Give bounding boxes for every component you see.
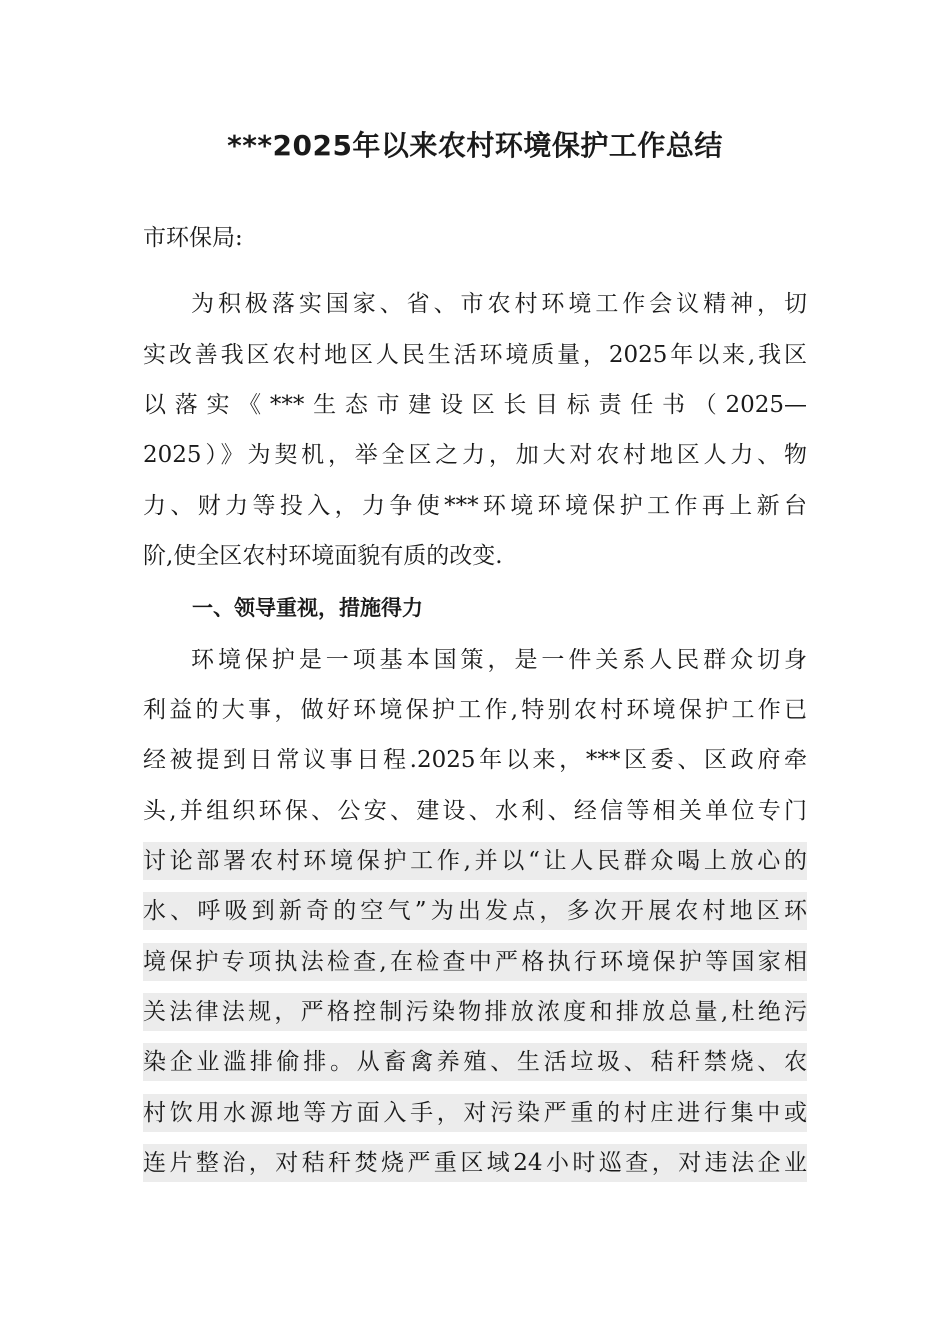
- salutation: 市环保局:: [143, 225, 243, 251]
- body-line-highlighted: 境保护专项执法检查,在检查中严格执行环境保护等国家相: [143, 943, 807, 981]
- body-line-highlighted: 村饮用水源地等方面入手，对污染严重的村庄进行集中或: [143, 1094, 807, 1132]
- intro-line: 实改善我区农村地区人民生活环境质量，2025年以来,我区: [143, 342, 807, 368]
- intro-line: 力、财力等投入，力争使***环境环境保护工作再上新台: [143, 493, 807, 519]
- document-title: ***2025年以来农村环境保护工作总结: [227, 129, 723, 162]
- intro-line: 阶,使全区农村环境面貌有质的改变.: [143, 543, 503, 569]
- body-line-highlighted: 连片整治，对秸秆焚烧严重区域24小时巡查，对违法企业: [143, 1144, 807, 1182]
- intro-line: 为积极落实国家、省、市农村环境工作会议精神，切: [191, 291, 807, 317]
- body-line-highlighted: 染企业滥排偷排。从畜禽养殖、生活垃圾、秸秆禁烧、农: [143, 1043, 807, 1081]
- intro-line: 以落实《***生态市建设区长目标责任书（2025—: [143, 392, 807, 418]
- intro-line: 2025）》为契机，举全区之力，加大对农村地区人力、物: [143, 442, 807, 468]
- body-line-highlighted: 水、呼吸到新奇的空气”为出发点，多次开展农村地区环: [143, 892, 807, 930]
- section-heading: 一、领导重视，措施得力: [192, 596, 423, 620]
- body-line: 头,并组织环保、公安、建设、水利、经信等相关单位专门: [143, 798, 807, 824]
- body-line: 经被提到日常议事日程.2025年以来，***区委、区政府牵: [143, 747, 807, 773]
- body-line-highlighted: 讨论部署农村环境保护工作,并以“让人民群众喝上放心的: [143, 842, 807, 880]
- body-line: 环境保护是一项基本国策，是一件关系人民群众切身: [191, 647, 807, 673]
- body-line: 利益的大事，做好环境保护工作,特别农村环境保护工作已: [143, 697, 807, 723]
- body-line-highlighted: 关法律法规，严格控制污染物排放浓度和排放总量,杜绝污: [143, 993, 807, 1031]
